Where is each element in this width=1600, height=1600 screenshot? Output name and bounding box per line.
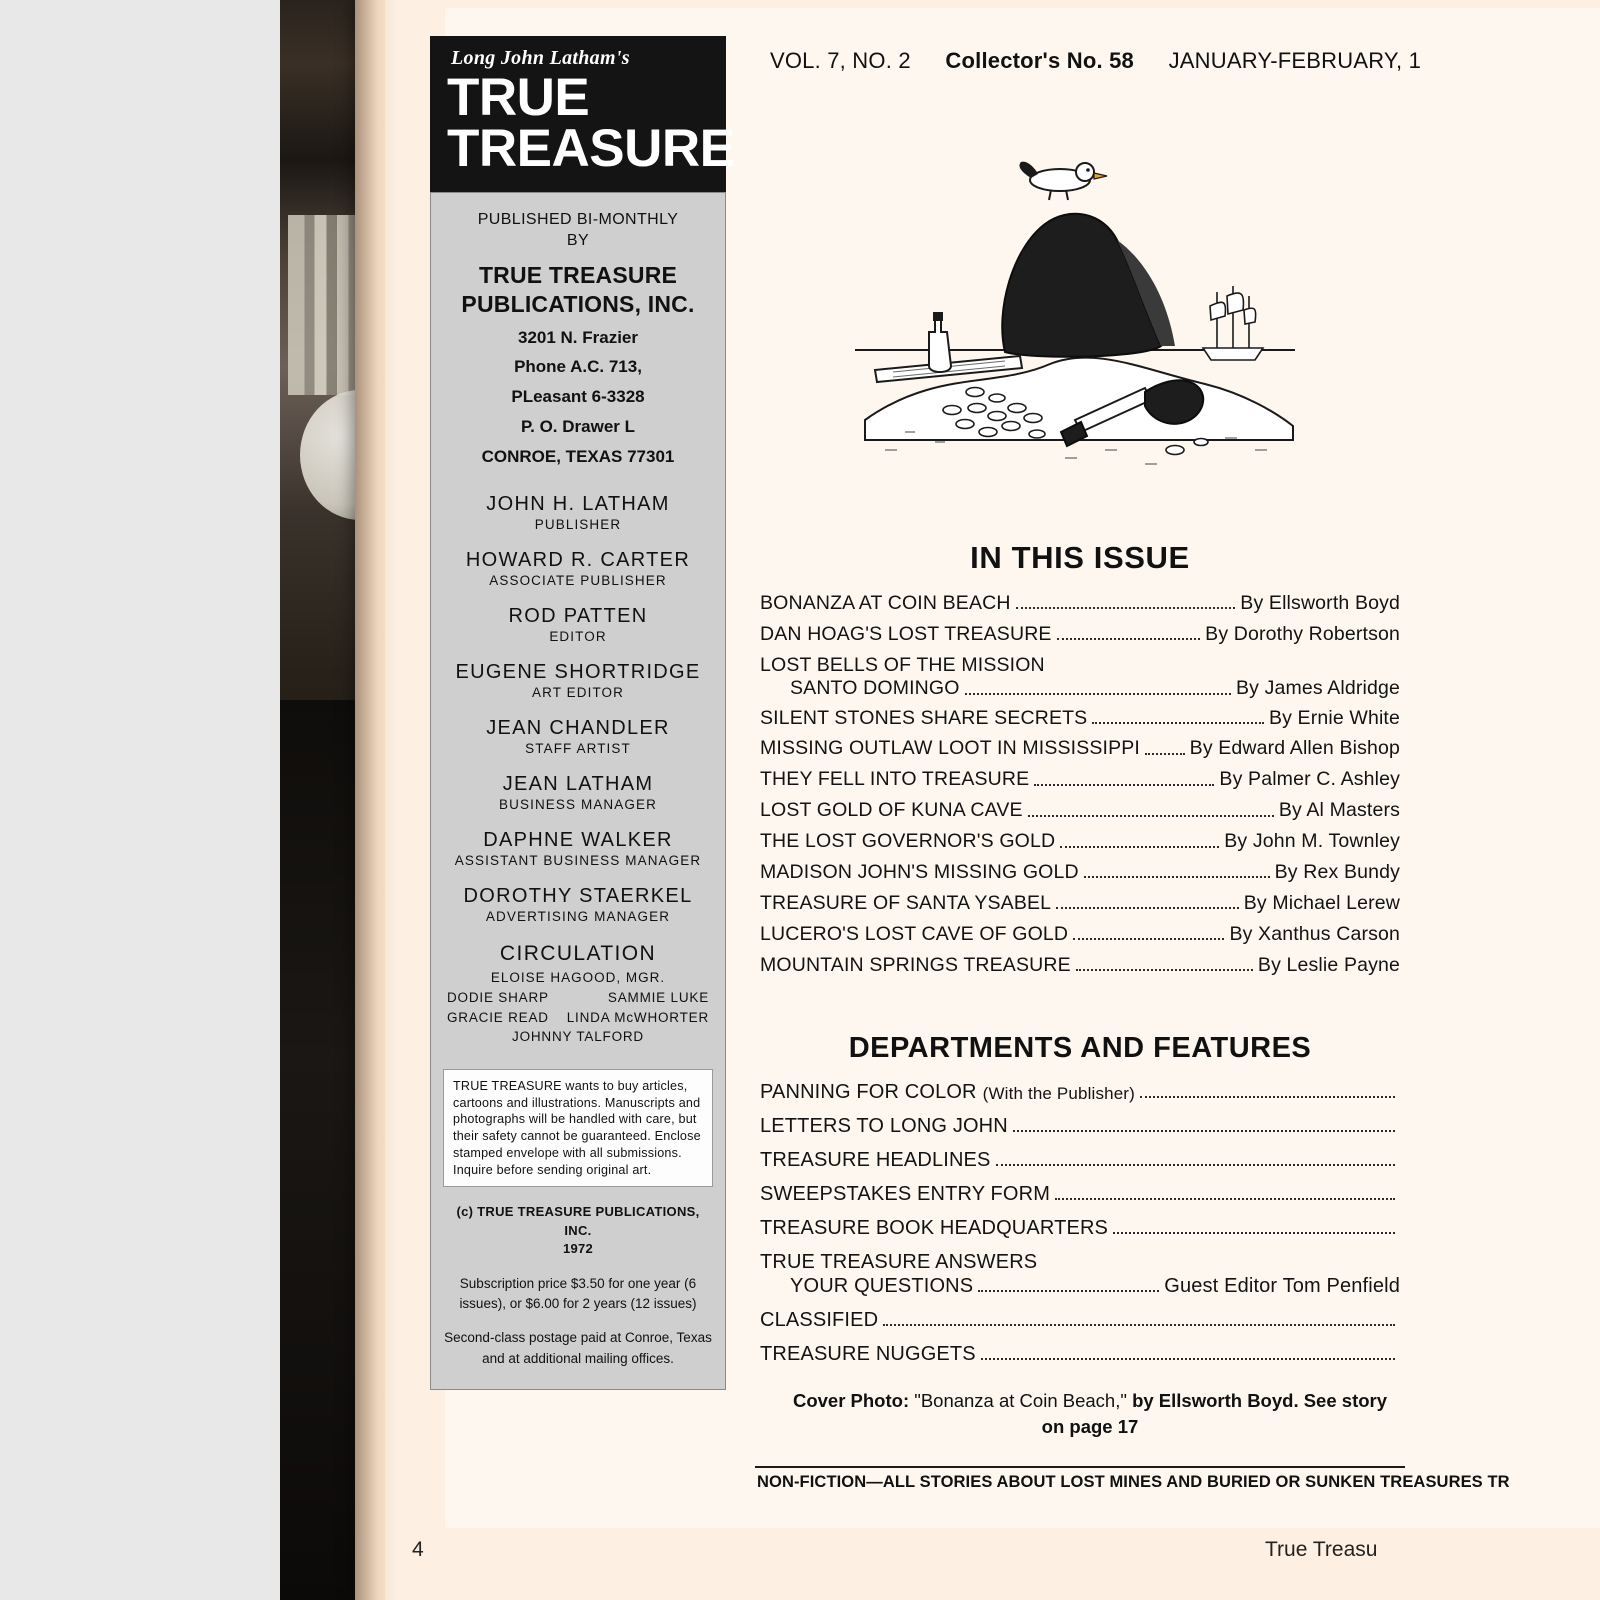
table-of-contents <box>760 592 1400 985</box>
leader-dots <box>1140 1095 1395 1098</box>
toc-author: By Xanthus Carson <box>1229 922 1400 945</box>
toc-author: By Ernie White <box>1268 706 1400 729</box>
leader-dots <box>1145 752 1185 755</box>
toc-title: DAN HOAG'S LOST TREASURE <box>760 622 1052 645</box>
page-gutter-shadow <box>355 0 397 1600</box>
departments-heading: DEPARTMENTS AND FEATURES <box>848 1032 1312 1064</box>
logo-line-2: TREASURE <box>447 119 735 179</box>
staff-name: ROD PATTEN <box>508 605 648 628</box>
department-entry[interactable] <box>760 1148 1400 1172</box>
leader-dots <box>1073 937 1224 940</box>
issue-date: JANUARY-FEBRUARY, 1 <box>1168 48 1422 73</box>
toc-entry[interactable] <box>760 768 1400 791</box>
cover-photo-label: Cover Photo: <box>792 1390 910 1411</box>
department-entry[interactable] <box>760 1182 1400 1206</box>
staff-entry-associate-publisher <box>443 549 713 588</box>
leader-dots <box>1028 814 1274 817</box>
department-title: TREASURE HEADLINES <box>760 1149 991 1171</box>
toc-title: MISSING OUTLAW LOOT IN MISSISSIPPI <box>760 737 1140 760</box>
department-title: TREASURE NUGGETS <box>760 1343 976 1365</box>
toc-author: By Palmer C. Ashley <box>1219 768 1400 791</box>
shelf-books-top <box>288 8 362 208</box>
cover-photo-byline: by Ellsworth Boyd. See story on page 17 <box>1041 1390 1388 1437</box>
toc-entry[interactable] <box>760 954 1400 977</box>
circulation-manager: ELOISE HAGOOD, MGR. <box>490 970 666 986</box>
department-title-line2-row <box>760 1274 1400 1298</box>
masthead-column <box>430 36 735 1390</box>
staff-title: EDITOR <box>549 629 607 645</box>
departments-list <box>760 1080 1400 1376</box>
circulation-name-left: DODIE SHARP <box>447 990 549 1006</box>
toc-author: By Rex Bundy <box>1274 861 1400 884</box>
leader-dots <box>1084 875 1270 878</box>
staff-entry-art-editor <box>443 661 713 700</box>
staff-title: ADVERTISING MANAGER <box>485 909 671 925</box>
circulation-name-last: JOHNNY TALFORD <box>512 1029 644 1045</box>
address-line-5: CONROE, TEXAS 77301 <box>481 446 675 466</box>
toc-title: MOUNTAIN SPRINGS TREASURE <box>760 953 1071 976</box>
leader-dots <box>1113 1231 1395 1234</box>
toc-author: By Michael Lerew <box>1243 891 1400 914</box>
staff-list <box>443 493 713 924</box>
copyright-line-2: 1972 <box>562 1240 594 1256</box>
toc-title: MADISON JOHN'S MISSING GOLD <box>760 861 1079 884</box>
magazine-logo <box>430 36 735 192</box>
toc-entry[interactable] <box>760 737 1400 760</box>
staff-entry-advertising-manager <box>443 885 713 924</box>
circulation-staff <box>443 988 713 1047</box>
leader-dots <box>1076 968 1253 971</box>
toc-author: By Al Masters <box>1278 799 1400 822</box>
toc-entry[interactable] <box>760 923 1400 946</box>
toc-author: By Dorothy Robertson <box>1205 622 1400 645</box>
subscription-price: Subscription price $3.50 for one year (6 issues), or $6.00 for 2 years (12 issues) <box>459 1275 697 1312</box>
toc-title: THE LOST GOVERNOR'S GOLD <box>760 830 1056 853</box>
circulation-name-right: LINDA McWHORTER <box>566 1009 709 1025</box>
staff-name: EUGENE SHORTRIDGE <box>455 661 701 684</box>
staff-title: ASSOCIATE PUBLISHER <box>489 573 667 589</box>
leader-dots <box>1034 783 1214 786</box>
leader-dots <box>965 692 1231 695</box>
toc-author: By Leslie Payne <box>1257 953 1400 976</box>
department-title: TREASURE BOOK HEADQUARTERS <box>760 1217 1109 1239</box>
staff-name: JOHN H. LATHAM <box>486 493 670 516</box>
toc-author: By Edward Allen Bishop <box>1189 737 1400 760</box>
toc-title: LUCERO'S LOST CAVE OF GOLD <box>760 922 1069 945</box>
leader-dots <box>996 1163 1395 1166</box>
department-title: CLASSIFIED <box>760 1309 879 1331</box>
published-bimonthly-line1: PUBLISHED BI-MONTHLY <box>477 210 679 228</box>
leader-dots <box>978 1289 1159 1292</box>
department-title: PANNING FOR COLOR <box>760 1081 977 1103</box>
department-entry[interactable] <box>760 1308 1400 1332</box>
address-line-4: P. O. Drawer L <box>520 416 635 436</box>
staff-name: JEAN LATHAM <box>502 773 654 796</box>
department-title: SWEEPSTAKES ENTRY FORM <box>760 1183 1051 1205</box>
submissions-notice: TRUE TREASURE wants to buy articles, cartoons and illustrations. Manuscripts and photographs will be handled with care, but their safety cannot be guaranteed. Enclose stamped envelope with all submissions. Inquire before sending original art. <box>443 1069 713 1187</box>
staff-entry-editor <box>443 605 713 644</box>
toc-author: By John M. Townley <box>1224 830 1400 853</box>
leader-dots <box>883 1323 1395 1326</box>
copyright-line-1: (c) TRUE TREASURE PUBLICATIONS, INC. <box>456 1204 700 1238</box>
staff-entry-business-manager <box>443 773 713 812</box>
department-entry[interactable] <box>760 1114 1400 1138</box>
staff-name: DAPHNE WALKER <box>483 829 673 852</box>
staff-title: STAFF ARTIST <box>525 741 631 757</box>
logo-script-text: Long John Latham's <box>451 47 630 69</box>
toc-title: BONANZA AT COIN BEACH <box>760 592 1011 614</box>
department-entry[interactable] <box>760 1342 1400 1366</box>
page-number: 4 <box>412 1538 424 1561</box>
staff-title: PUBLISHER <box>534 517 622 533</box>
toc-title-line2: SANTO DOMINGO <box>790 677 960 700</box>
toc-entry[interactable] <box>760 799 1400 822</box>
footer-rule <box>755 1466 1405 1468</box>
address-line-1: 3201 N. Frazier <box>517 327 638 347</box>
department-title-line1: TRUE TREASURE ANSWERS <box>760 1251 1038 1273</box>
staff-title: BUSINESS MANAGER <box>499 797 657 813</box>
toc-title: TREASURE OF SANTA YSABEL <box>760 891 1052 914</box>
address-line-3: PLeasant 6-3328 <box>511 387 645 406</box>
treasure-illustration <box>845 120 1305 510</box>
toc-entry[interactable] <box>760 654 1400 701</box>
leader-dots <box>1013 1129 1395 1132</box>
department-entry[interactable] <box>760 1250 1400 1298</box>
publisher-info-box <box>430 192 726 1390</box>
cover-photo-title: "Bonanza at Coin Beach," <box>914 1390 1127 1411</box>
toc-entry[interactable] <box>760 592 1400 615</box>
circulation-name-right: SAMMIE LUKE <box>607 990 709 1006</box>
publisher-name-line1: TRUE TREASURE <box>478 262 678 288</box>
postage-notice: Second-class postage paid at Conroe, Texas and at additional mailing offices. <box>444 1330 712 1366</box>
toc-title: LOST GOLD OF KUNA CAVE <box>760 799 1023 822</box>
circulation-row <box>443 988 713 1008</box>
department-title-line2: YOUR QUESTIONS <box>790 1275 974 1297</box>
volume-number: VOL. 7, NO. 2 <box>770 48 911 73</box>
department-entry[interactable] <box>760 1080 1400 1104</box>
toc-entry[interactable] <box>760 861 1400 884</box>
toc-title-line1: LOST BELLS OF THE MISSION <box>760 653 1045 676</box>
department-title: LETTERS TO LONG JOHN <box>760 1115 1008 1137</box>
staff-entry-publisher <box>443 493 713 532</box>
leader-dots <box>1055 1197 1395 1200</box>
toc-entry[interactable] <box>760 707 1400 730</box>
staff-name: HOWARD R. CARTER <box>465 549 691 572</box>
staff-title: ASSISTANT BUSINESS MANAGER <box>454 853 702 869</box>
publisher-name-line2: PUBLICATIONS, INC. <box>461 290 695 317</box>
department-author: Guest Editor Tom Penfield <box>1164 1275 1400 1297</box>
department-entry[interactable] <box>760 1216 1400 1240</box>
leader-dots <box>1057 637 1201 640</box>
cover-photo-credit <box>790 1388 1390 1440</box>
toc-title: THEY FELL INTO TREASURE <box>760 768 1030 791</box>
leader-dots <box>1060 845 1219 848</box>
leader-dots <box>1016 606 1236 609</box>
leader-dots <box>1056 906 1239 909</box>
staff-entry-assistant-business-manager <box>443 829 713 868</box>
toc-title: SILENT STONES SHARE SECRETS <box>760 706 1088 729</box>
staff-name: DOROTHY STAERKEL <box>463 885 693 908</box>
toc-title-line2-row <box>760 677 1400 700</box>
staff-entry-staff-artist <box>443 717 713 756</box>
toc-author: By James Aldridge <box>1235 677 1400 700</box>
toc-entry[interactable] <box>760 623 1400 646</box>
circulation-heading: CIRCULATION <box>499 942 657 966</box>
leader-dots <box>1092 721 1264 724</box>
photo-background-left <box>0 0 290 1600</box>
issue-identifier-line <box>770 48 1470 74</box>
department-title-suffix: (With the Publisher) <box>982 1083 1135 1103</box>
staff-title: ART EDITOR <box>531 685 625 701</box>
circulation-row <box>443 1008 713 1028</box>
footer-magazine-name: True Treasu <box>1265 1538 1378 1561</box>
toc-entry[interactable] <box>760 892 1400 915</box>
contents-heading: IN THIS ISSUE <box>970 540 1190 575</box>
logo-line-1: TRUE <box>447 68 590 127</box>
address-line-2: Phone A.C. 713, <box>514 357 642 377</box>
toc-entry[interactable] <box>760 830 1400 853</box>
staff-name: JEAN CHANDLER <box>486 717 670 740</box>
collectors-number: Collector's No. 58 <box>945 48 1134 73</box>
published-bimonthly-line2: BY <box>566 232 590 250</box>
circulation-name-left: GRACIE READ <box>447 1009 549 1025</box>
toc-author: By Ellsworth Boyd <box>1240 592 1400 614</box>
leader-dots <box>981 1357 1395 1360</box>
nonfiction-notice: NON-FICTION—ALL STORIES ABOUT LOST MINES AND BURIED OR SUNKEN TREASURES TR <box>757 1473 1510 1491</box>
shelf-books-middle <box>288 215 362 395</box>
